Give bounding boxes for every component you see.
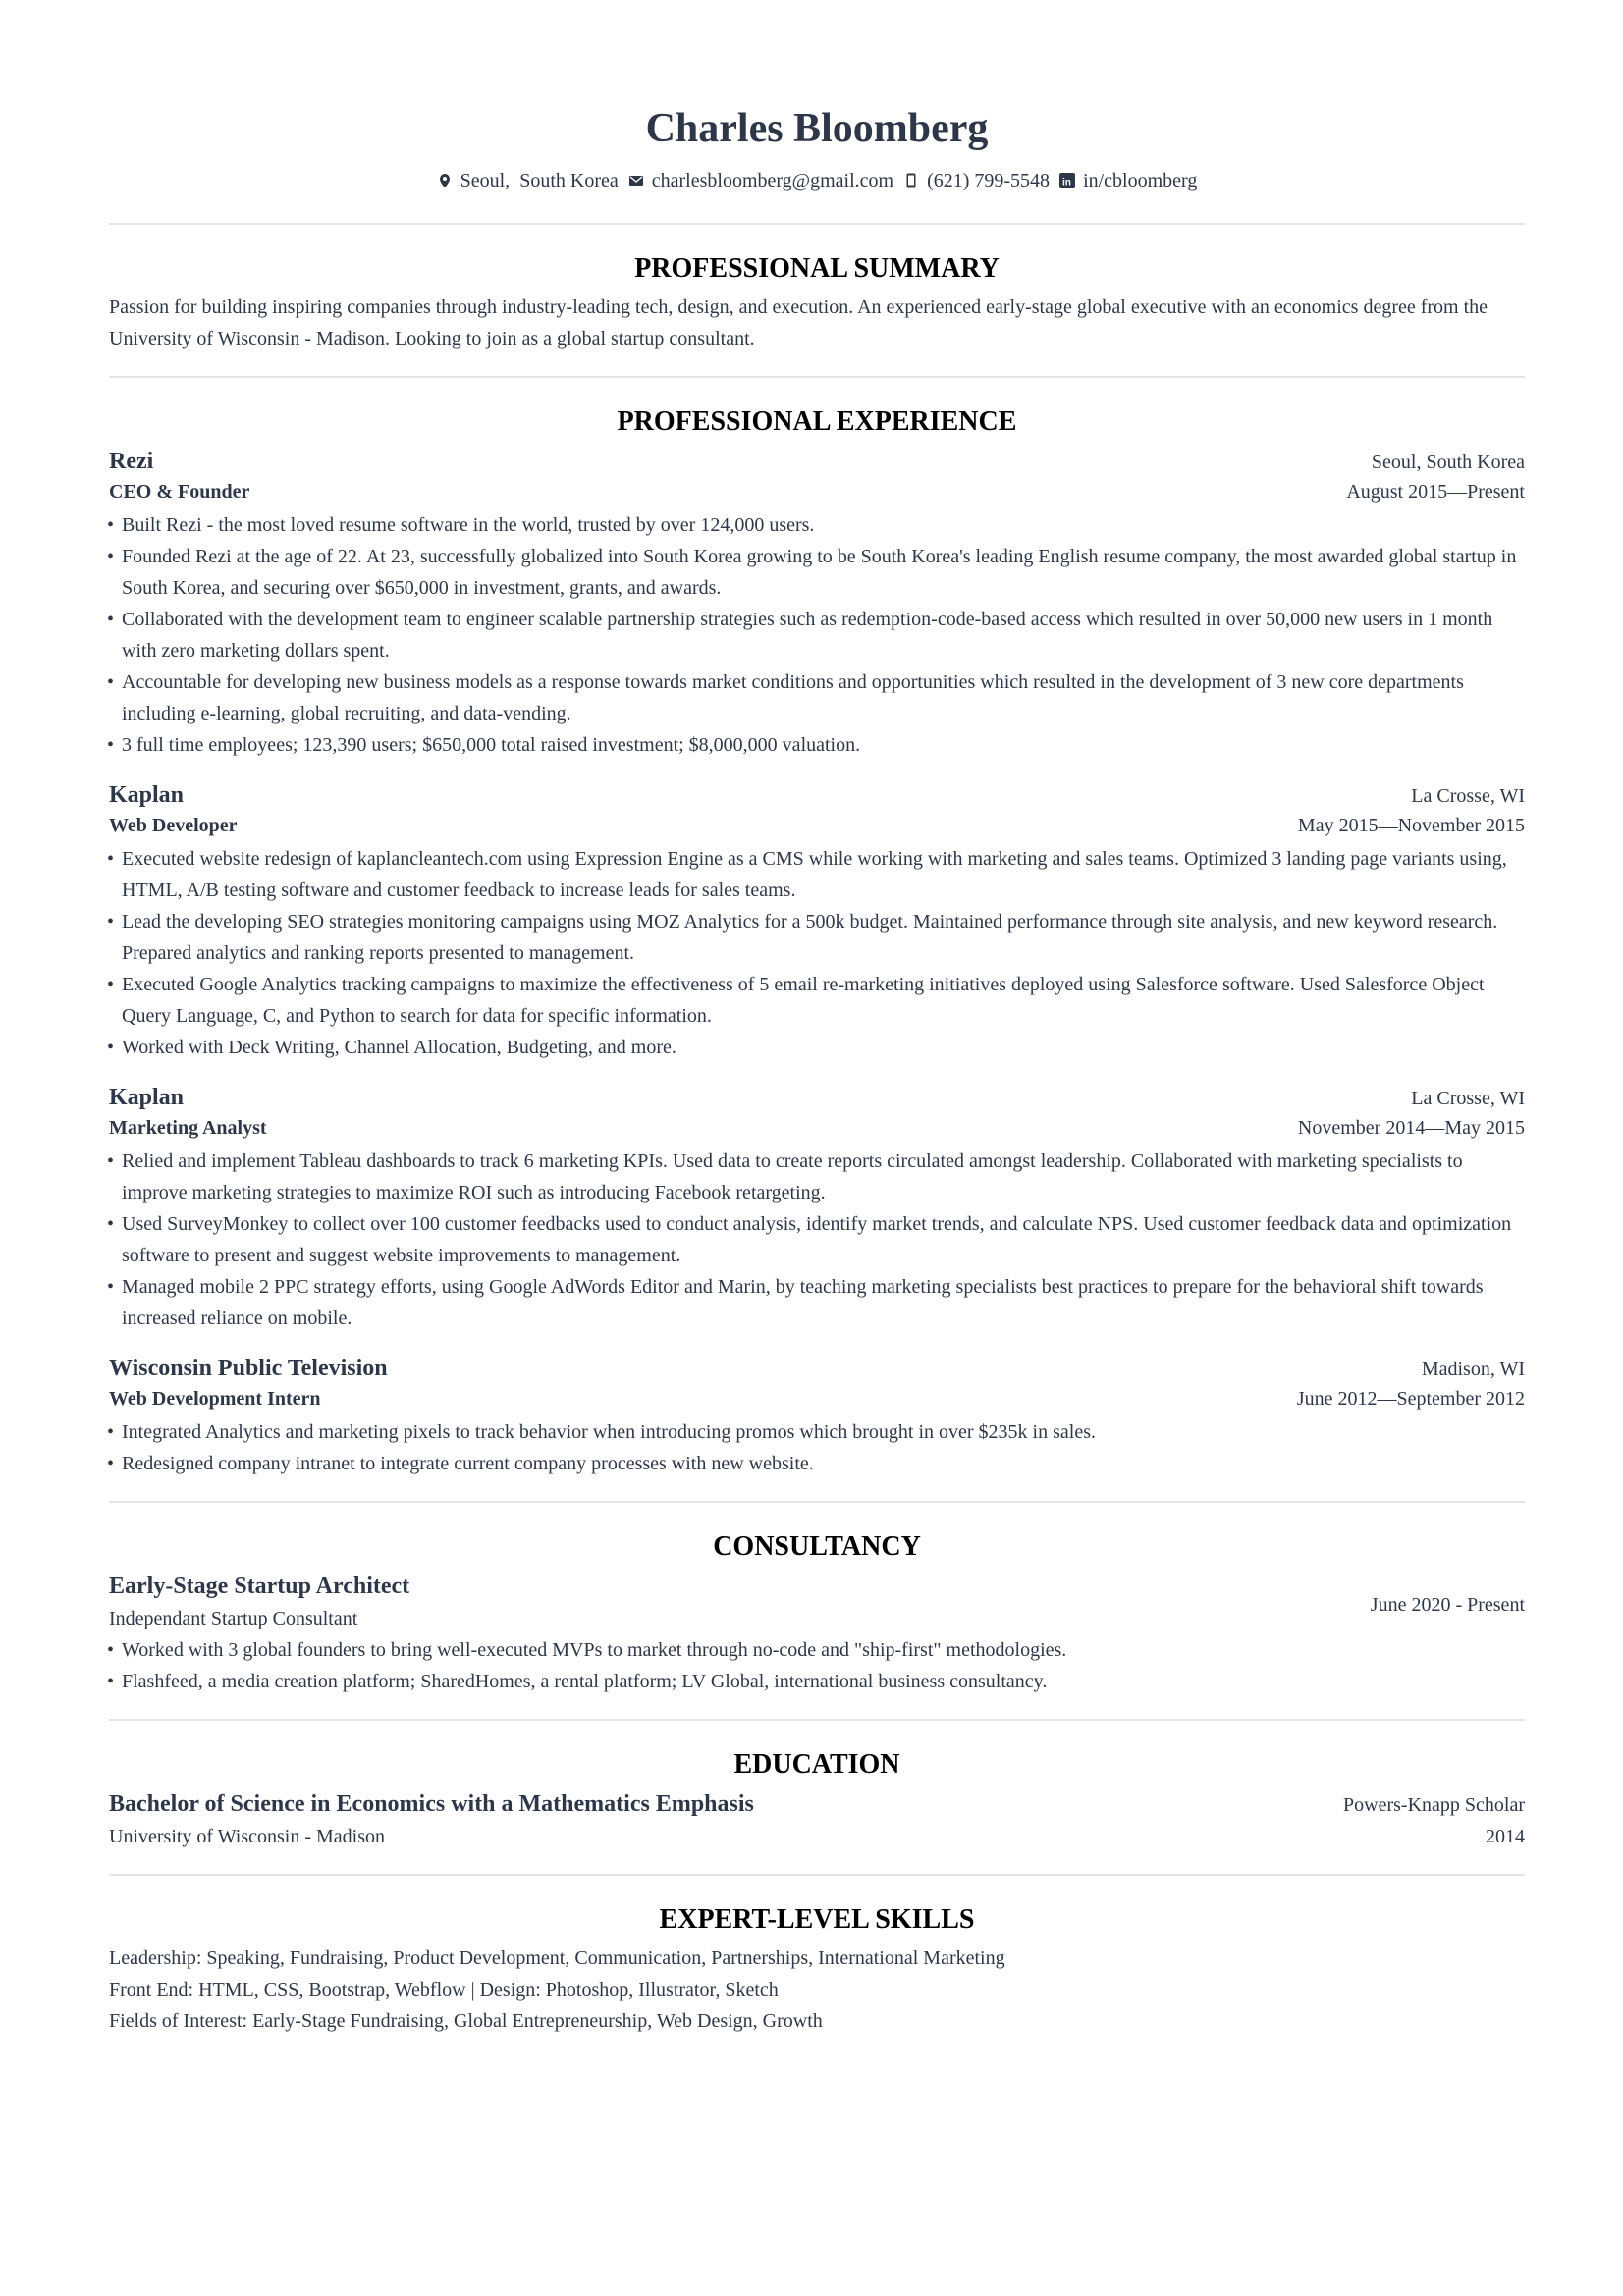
job-bullets: [109, 1416, 1525, 1479]
consultancy-title: Early-Stage Startup Architect: [109, 1574, 410, 1599]
contact-phone[interactable]: [903, 168, 1050, 193]
job-entry: [109, 778, 1525, 1063]
school: University of Wisconsin - Madison: [109, 1826, 386, 1847]
job-bullets: [109, 509, 1525, 761]
job-entry: [109, 1352, 1525, 1479]
skill-line: Front End: HTML, CSS, Bootstrap, Webflow | Design: Photoshop, Illustrator, Sketch: [109, 1979, 779, 2001]
section-heading: PROFESSIONAL EXPERIENCE: [617, 406, 1017, 437]
bullet: • Accountable for developing new business models as a response towards market conditions and opportunities which resulted in the development of 3 new core departments including e-learning, global recruiting, and data-vending.: [109, 667, 1525, 729]
job-location: La Crosse, WI: [1411, 1088, 1525, 1109]
job-role: Marketing Analyst: [109, 1117, 267, 1139]
section-heading: EDUCATION: [733, 1749, 900, 1780]
skill-line: Fields of Interest: Early-Stage Fundraising, Global Entrepreneurship, Web Design, Growth: [109, 2010, 823, 2032]
honor: Powers-Knapp Scholar: [1343, 1794, 1525, 1816]
linkedin-text[interactable]: in/cbloomberg: [1083, 170, 1198, 191]
bullet: • Worked with Deck Writing, Channel Allocation, Budgeting, and more.: [109, 1032, 1525, 1063]
contact-linkedin[interactable]: [1059, 168, 1197, 193]
location-text: Seoul, South Korea: [460, 170, 619, 191]
job-role: Web Developer: [109, 815, 238, 836]
phone-icon: [903, 173, 919, 188]
bullet: • Worked with 3 global founders to bring well-executed MVPs to market through no-code and "ship-first" methodologies.: [109, 1634, 1525, 1666]
bullet: • Built Rezi - the most loved resume software in the world, trusted by over 124,000 users.: [109, 509, 1525, 541]
job-bullets: [109, 843, 1525, 1063]
email-text[interactable]: charlesbloomberg@gmail.com: [651, 170, 894, 191]
bullet: • Flashfeed, a media creation platform; SharedHomes, a rental platform; LV Global, international business consultancy.: [109, 1666, 1525, 1697]
company-name: Kaplan: [109, 1085, 185, 1110]
section-heading: CONSULTANCY: [713, 1531, 921, 1562]
bullet: • Relied and implement Tableau dashboards to track 6 marketing KPIs. Used data to create reports circulated amongst leadership. Collaborated with marketing specialists to improve marketing strategies to maximize ROI such as introducing Facebook retargeting.: [109, 1146, 1525, 1208]
job-dates: June 2012—September 2012: [1296, 1388, 1525, 1410]
company-name: Kaplan: [109, 782, 185, 808]
bullet: • Redesigned company intranet to integrate current company processes with new website.: [109, 1448, 1525, 1479]
bullet: • Integrated Analytics and marketing pixels to track behavior when introducing promos which brought in over $235k in sales.: [109, 1416, 1525, 1448]
bullet: • 3 full time employees; 123,390 users; $650,000 total raised investment; $8,000,000 valuation.: [109, 729, 1525, 761]
job-dates: November 2014—May 2015: [1297, 1117, 1525, 1139]
envelope-icon: [628, 173, 644, 188]
consultancy-subtitle: Independant Startup Consultant: [109, 1608, 358, 1629]
job-location: Seoul, South Korea: [1371, 452, 1525, 473]
job-role: Web Development Intern: [109, 1388, 321, 1410]
bullet: • Founded Rezi at the age of 22. At 23, successfully globalized into South Korea growing to be South Korea's leading English resume company, the most awarded global startup in South Korea, and securing over $650,000 in investment, grants, and awards.: [109, 541, 1525, 604]
skill-line: Leadership: Speaking, Fundraising, Product Development, Communication, Partnerships, International Marketing: [109, 1948, 1005, 1969]
graduation-year: 2014: [1486, 1826, 1525, 1847]
svg-text:in: in: [1062, 177, 1071, 188]
company-name: Wisconsin Public Television: [109, 1356, 388, 1381]
company-name: Rezi: [109, 449, 154, 474]
bullet: • Lead the developing SEO strategies monitoring campaigns using MOZ Analytics for a 500k budget. Maintained performance through site analysis, and new keyword research. Prepared analytics and ranking reports presented to management.: [109, 906, 1525, 969]
job-location: Madison, WI: [1421, 1359, 1525, 1380]
consultancy-dates: June 2020 - Present: [1370, 1594, 1525, 1616]
summary-section: [109, 225, 1525, 376]
candidate-name: Charles Bloomberg: [645, 106, 989, 151]
job-dates: August 2015—Present: [1346, 481, 1525, 503]
section-heading: EXPERT-LEVEL SKILLS: [659, 1904, 975, 1935]
summary-text: Passion for building inspiring companies through industry-leading tech, design, and execution. An experienced early-stage global executive with an economics degree from the University of Wisconsin - Madison. Looking to join as a global startup consultant.: [109, 296, 1488, 349]
bullet: • Executed website redesign of kaplancleantech.com using Expression Engine as a CMS while working with marketing and sales teams. Optimized 3 landing page variants using, HTML, A/B testing software and customer feedback to increase leads for sales teams.: [109, 843, 1525, 906]
consultancy-bullets: [109, 1634, 1525, 1697]
map-pin-icon: [437, 173, 453, 188]
contact-location: [437, 168, 619, 193]
bullet: • Executed Google Analytics tracking campaigns to maximize the effectiveness of 5 email re-marketing initiatives deployed using Salesforce software. Used Salesforce Object Query Language, C, and Python to search for data for specific information.: [109, 969, 1525, 1032]
job-role: CEO & Founder: [109, 481, 250, 503]
job-entry: [109, 445, 1525, 761]
bullet: • Used SurveyMonkey to collect over 100 customer feedbacks used to conduct analysis, identify market trends, and calculate NPS. Used customer feedback data and optimization software to present and suggest website improvements to management.: [109, 1208, 1525, 1271]
skills-section: [109, 1876, 1525, 2058]
job-dates: May 2015—November 2015: [1297, 815, 1525, 836]
bullet: • Collaborated with the development team to engineer scalable partnership strategies such as redemption-code-based access which resulted in over 50,000 new users in 1 month with zero marketing dollars spent.: [109, 604, 1525, 667]
job-location: La Crosse, WI: [1411, 785, 1525, 807]
education-section: [109, 1721, 1525, 1874]
degree: Bachelor of Science in Economics with a Mathematics Emphasis: [109, 1791, 754, 1817]
bullet: • Managed mobile 2 PPC strategy efforts, using Google AdWords Editor and Marin, by teaching marketing specialists best practices to prepare for the behavioral shift towards increased reliance on mobile.: [109, 1271, 1525, 1334]
consultancy-section: [109, 1503, 1525, 1719]
resume-page: [109, 0, 1525, 2058]
contact-bar: [109, 168, 1525, 193]
job-entry: [109, 1081, 1525, 1334]
contact-email[interactable]: [628, 168, 893, 193]
phone-text[interactable]: (621) 799-5548: [927, 170, 1051, 191]
experience-section: [109, 378, 1525, 1501]
section-heading: PROFESSIONAL SUMMARY: [634, 253, 1000, 284]
job-bullets: [109, 1146, 1525, 1334]
linkedin-icon: [1059, 173, 1075, 188]
